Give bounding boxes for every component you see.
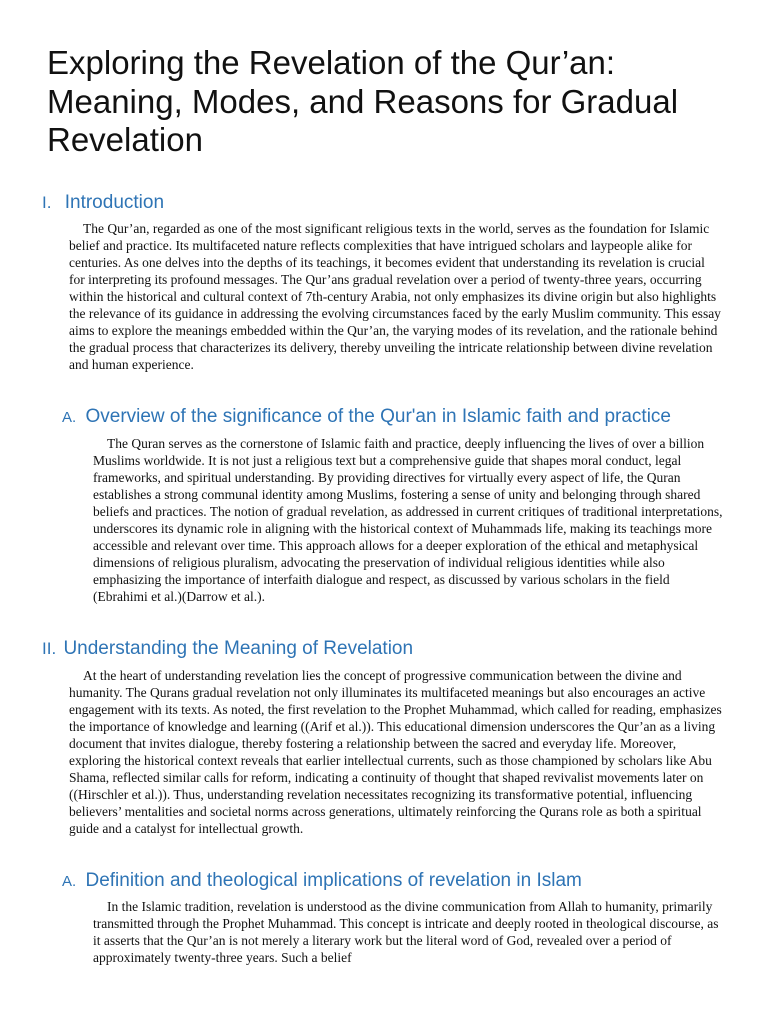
subsection-heading-overview (62, 406, 671, 429)
subsection-title: Overview of the significance of the Qur'an in Islamic faith and practice (85, 406, 671, 427)
body-paragraph: The Quran serves as the cornerstone of Islamic faith and practice, deeply influencing the lives of over a billion Muslims worldwide. It is not just a religious text but a comprehensive guide that shapes moral conduct, legal frameworks, and spiritual understanding. By providing directives for virtually every aspect of life, the Quran establishes a strong communal identity among Muslims, fostering a sense of unity and belonging through shared beliefs and practices. The notion of gradual revelation, as addressed in current critiques of traditional interpretations, underscores its dynamic role in aligning with the historical context of Muhammads life, making its teachings more accessible and relevant over time. This approach allows for a deeper exploration of the ethical and metaphysical dimensions of religious pluralism, advocating the preservation of individual religious identities while also emphasizing the importance of interfaith dialogue and respect, as discussed by various scholars in the field (Ebrahimi et al.)(Darrow et al.). (93, 436, 723, 604)
section-title: Introduction (64, 192, 165, 213)
body-paragraph: At the heart of understanding revelation lies the concept of progressive communication between the divine and humanity. The Qurans gradual revelation not only illuminates its multifaceted meanings but also encourages an active engagement with its texts. As noted, the first revelation to the Prophet Muhammad, which called for reading, emphasizes the importance of knowledge and learning ((Arif et al.)). This educational dimension underscores the Qur’an as a living document that invites dialogue, thereby fostering a relationship between the sacred and everyday life. Moreover, exploring the historical context reveals that earlier intellectual currents, such as those championed by scholars like Abu Shama, reflected similar calls for reform, indicating a continuity of thought that shaped revivalist movements later on ((Hirschler et al.)). Thus, understanding revelation necessitates recognizing its transformative potential, influencing believers’ mentalities and societal norms across generations, ultimately reinforcing the Qurans role as both a spiritual guide and a catalyst for intellectual growth. (69, 668, 722, 836)
section-title: Understanding the Meaning of Revelation (63, 638, 414, 659)
section-number: II. (42, 639, 57, 658)
body-paragraph: The Qur’an, regarded as one of the most significant religious texts in the world, serves as the foundation for Islamic belief and practice. Its multifaceted nature reflects complexities that have intrigued scholars and laypeople alike for centuries. As one delves into the depths of its teachings, it becomes evident that understanding its revelation is crucial for interpreting its profound messages. The Qur’ans gradual revelation over a period of twenty-three years, occurring within the historical and cultural context of 7th-century Arabia, not only emphasizes its divine origin but also highlights the relevance of its guidance in addressing the evolving circumstances faced by the early Muslim community. This essay aims to explore the meanings embedded within the Qur’an, the varying modes of its revelation, and the rationale behind the gradual process that characterizes its delivery, thereby unveiling the intricate relationship between divine revelation and human experience. (69, 221, 721, 372)
subsection-number: A. (62, 409, 77, 426)
document-title: Exploring the Revelation of the Qur’an: Meaning, Modes, and Reasons for Gradual Revelation (47, 44, 679, 158)
subsection-title: Definition and theological implications of revelation in Islam (85, 870, 582, 891)
section-heading-introduction (42, 192, 164, 214)
body-paragraph: In the Islamic tradition, revelation is understood as the divine communication from Allah to humanity, primarily transmitted through the Prophet Muhammad. This concept is intricate and deeply rooted in theological discourse, as it asserts that the Qur’an is not merely a literary work but the literal word of God, revealed over a period of approximately twenty-three years. Such a belief (93, 899, 719, 965)
section-heading-understanding-revelation (42, 638, 413, 660)
subsection-heading-definition (62, 870, 582, 893)
subsection-number: A. (62, 873, 77, 890)
section-number: I. (42, 193, 52, 212)
